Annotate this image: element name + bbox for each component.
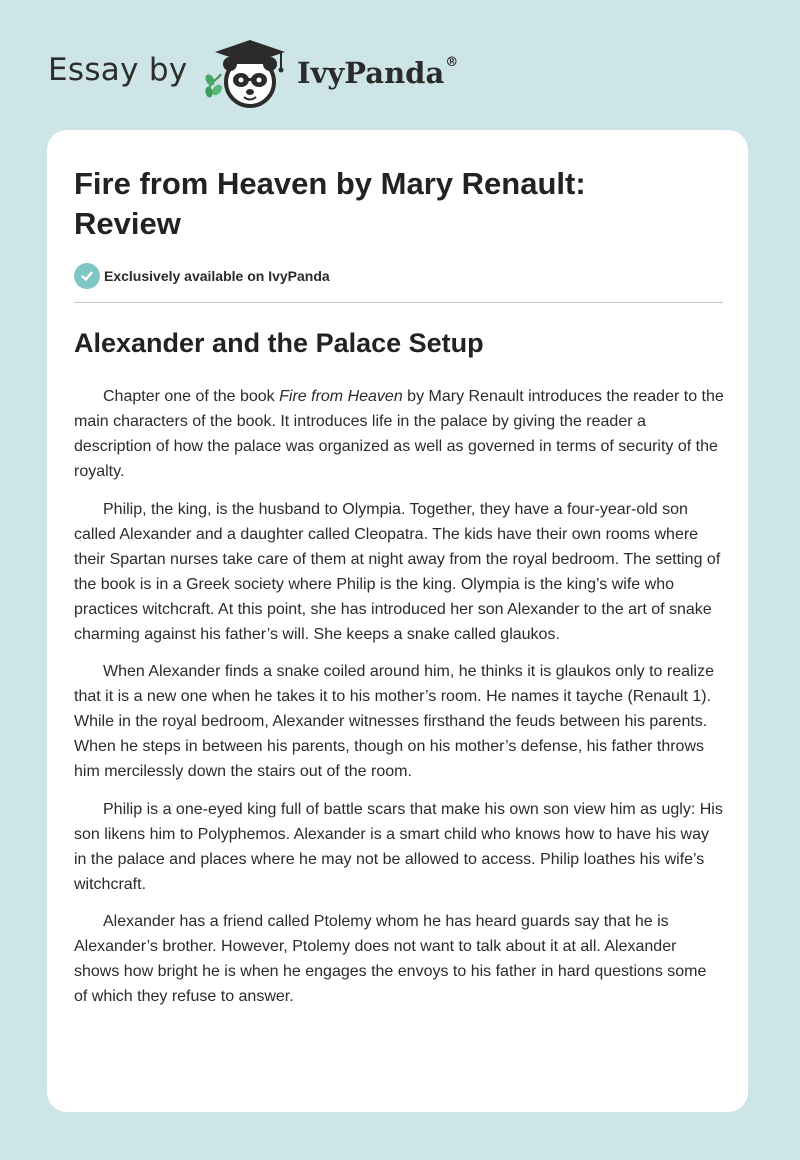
paragraph: Philip is a one-eyed king full of battle scars that make his own son view him as ugly: His son likens him to Polyphemos. Alexander is a smart child who knows how to have his way in the palace and places where he may not be allowed to access. Philip loathes his wife’s witchcraft. <box>74 800 723 893</box>
brand-name[interactable]: IvyPanda® <box>297 55 459 90</box>
article-card <box>47 130 748 1112</box>
badge-label: Exclusively available on IvyPanda <box>104 268 330 284</box>
registered-mark: ® <box>445 55 459 71</box>
divider <box>74 302 723 303</box>
section-heading: Alexander and the Palace Setup <box>74 328 484 358</box>
site-header <box>48 34 548 110</box>
book-title: Fire from Heaven <box>279 388 403 405</box>
article-title: Fire from Heaven by Mary Renault: Review <box>74 166 586 241</box>
paragraph: Chapter one of the book Fire from Heaven by Mary Renault introduces the reader to the main characters of the book. It introduces life in the palace by giving the reader a description of how the palace was organized as well as governed in terms of security of the royalty. <box>74 388 724 480</box>
panda-graduate-icon[interactable] <box>203 34 293 110</box>
check-icon <box>74 263 100 289</box>
paragraph: Philip, the king, is the husband to Olympia. Together, they have a four-year-old son called Alexander and a daughter called Cleopatra. The kids have their own rooms where their Spartan nurses take care of them at night away from the royal bedroom. The setting of the book is in a Greek society where Philip is the king. Olympia is the king’s wife who practices witchcraft. At this point, she has introduced her son Alexander to the art of snake charming against his father’s will. She keeps a snake called glaukos. <box>74 500 721 643</box>
paragraph: When Alexander finds a snake coiled around him, he thinks it is glaukos only to realize that it is a new one when he takes it to his mother’s room. He names it tayche (Renault 1). While in the royal bedroom, Alexander witnesses firsthand the feuds between his parents. When he steps in between his parents, though on his mother’s defense, his father throws him mercilessly down the stairs out of the room. <box>74 663 715 780</box>
essay-by-label: Essay by <box>48 52 188 88</box>
paragraph: Alexander has a friend called Ptolemy whom he has heard guards say that he is Alexander’s brother. However, Ptolemy does not want to talk about it at all. Alexander shows how bright he is when he engages the envoys to his father in hard questions some of which they refuse to answer. <box>74 913 707 1005</box>
exclusive-badge <box>74 263 330 289</box>
article-body <box>74 384 724 1022</box>
